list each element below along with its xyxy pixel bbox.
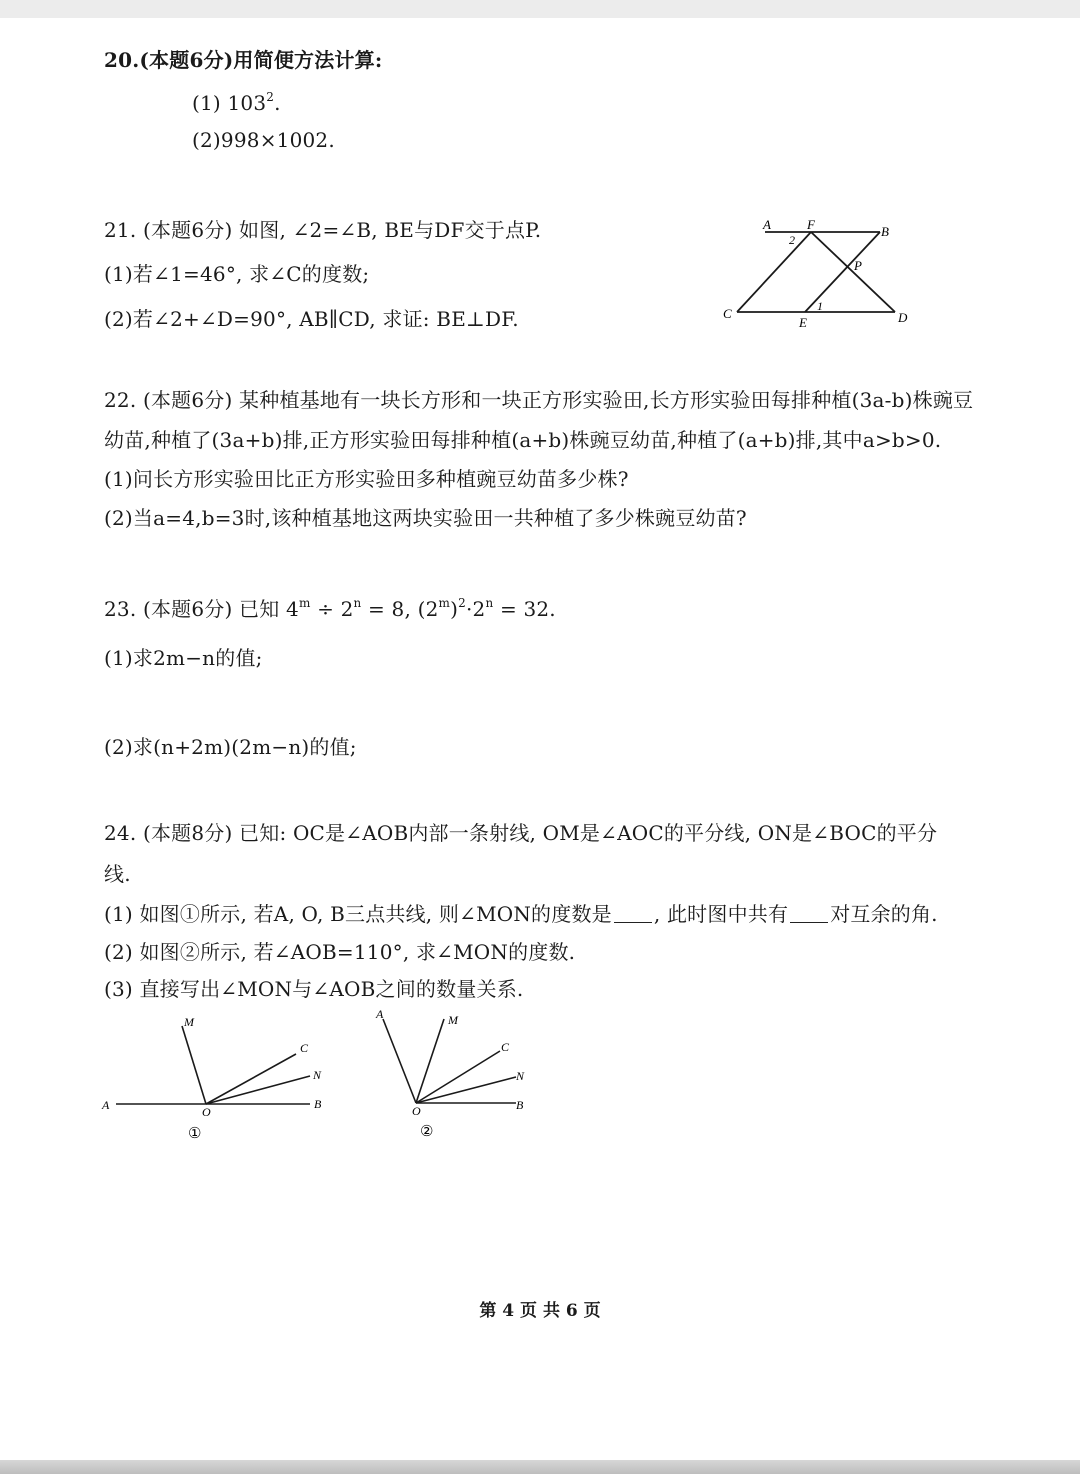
q24-line2: 线. [104,862,131,886]
q22-line1: 22. (本题6分) 某种植基地有一块长方形和一块正方形实验田,长方形实验田每排种植(3a-b)株豌豆 [104,388,974,412]
q21-label-d: D [898,310,908,325]
q24-blank-mon-degrees[interactable] [614,904,652,923]
fig2-caption: ② [420,1124,434,1140]
q20-part1-end: . [274,91,281,115]
fig1-label-b: B [314,1097,322,1111]
q21-segment-fc [737,232,811,312]
fig1-label-m: M [184,1015,194,1029]
fig1-ray-om [182,1026,206,1104]
q21-part2: (2)若∠2+∠D=90°, AB∥CD, 求证: BE⊥DF. [104,307,519,331]
q21-label-f: F [807,217,815,232]
fig2-label-a: A [376,1007,384,1021]
q24-part2: (2) 如图②所示, 若∠AOB=110°, 求∠MON的度数. [104,940,576,964]
q24-figure-1 [96,1010,336,1145]
q23-div: ÷ 2 [310,597,354,621]
fig2-label-m: M [448,1013,458,1027]
q21-label-e: E [799,315,807,330]
q20-part1-base: (1) 103 [192,91,267,115]
q21-figure [715,214,920,332]
fig2-ray-on [416,1077,516,1103]
q21-part1: (1)若∠1=46°, 求∠C的度数; [104,262,370,286]
q24-part1-b: , 此时图中共有 [653,902,789,926]
fig2-label-b: B [516,1098,524,1112]
q21-title: 21. (本题6分) 如图, ∠2=∠B, BE与DF交于点P. [104,218,542,242]
q23-title-start: 23. (本题6分) 已知 4 [104,597,299,621]
q21-label-p: P [854,258,862,273]
q23-times: ·2 [465,597,486,621]
fig1-label-c: C [300,1041,309,1055]
q23-close: ) [450,597,459,621]
q23-exp-m2: m [438,596,451,610]
q20-part2: (2)998×1002. [192,128,335,152]
fig1-ray-oc [206,1054,296,1104]
q20-part1-exponent: 2 [266,90,275,104]
q22-part1: (1)问长方形实验田比正方形实验田多种植豌豆幼苗多少株? [104,467,629,491]
q22-line2: 幼苗,种植了(3a+b)排,正方形实验田每排种植(a+b)株豌豆幼苗,种植了(a+b)排,其中a>b>0. [104,428,942,452]
q23-part2: (2)求(n+2m)(2m−n)的值; [104,735,357,759]
q24-part1-c: 对互余的角. [830,902,938,926]
q24-part3: (3) 直接写出∠MON与∠AOB之间的数量关系. [104,977,524,1001]
q24-part1 [104,898,938,927]
fig2-ray-oa [383,1019,416,1103]
q21-label-1: 1 [817,299,823,313]
fig1-label-o: O [202,1105,211,1119]
page-bottom-edge [0,1460,1080,1474]
q21-label-2: 2 [789,233,795,247]
fig1-caption: ① [188,1126,202,1142]
q21-label-b: B [881,224,889,239]
q23-exp-n2: n [485,596,494,610]
q21-label-a: A [763,217,771,232]
fig2-label-n: N [516,1069,525,1083]
q23-exp-n1: n [353,596,362,610]
q23-part1: (1)求2m−n的值; [104,646,263,670]
page-number: 第 4 页 共 6 页 [479,1301,601,1321]
q20-title: 20.(本题6分)用简便方法计算: [104,48,383,72]
q23-exp-m1: m [298,596,311,610]
q24-line1: 24. (本题8分) 已知: OC是∠AOB内部一条射线, OM是∠AOC的平分线, ON是∠BOC的平分 [104,821,938,845]
q24-part1-a: (1) 如图①所示, 若A, O, B三点共线, 则∠MON的度数是 [104,902,612,926]
q23-exp-2: 2 [458,596,466,610]
fig2-label-o: O [412,1104,421,1118]
fig2-ray-oc [416,1051,500,1103]
fig2-label-c: C [501,1040,510,1054]
q23-eq32: = 32. [493,597,556,621]
fig2-ray-om [416,1019,444,1103]
fig1-ray-on [206,1076,310,1104]
q23-title [104,593,556,622]
q20-part1 [192,90,281,115]
fig1-label-a: A [102,1098,110,1112]
q23-eq8: = 8, (2 [361,597,439,621]
fig1-label-n: N [313,1068,322,1082]
q24-figure-2 [370,1005,540,1145]
q21-label-c: C [723,306,732,321]
q24-blank-complementary-count[interactable] [790,904,828,923]
q21-segment-fd [811,232,895,312]
q22-part2: (2)当a=4,b=3时,该种植基地这两块实验田一共种植了多少株豌豆幼苗? [104,506,747,530]
